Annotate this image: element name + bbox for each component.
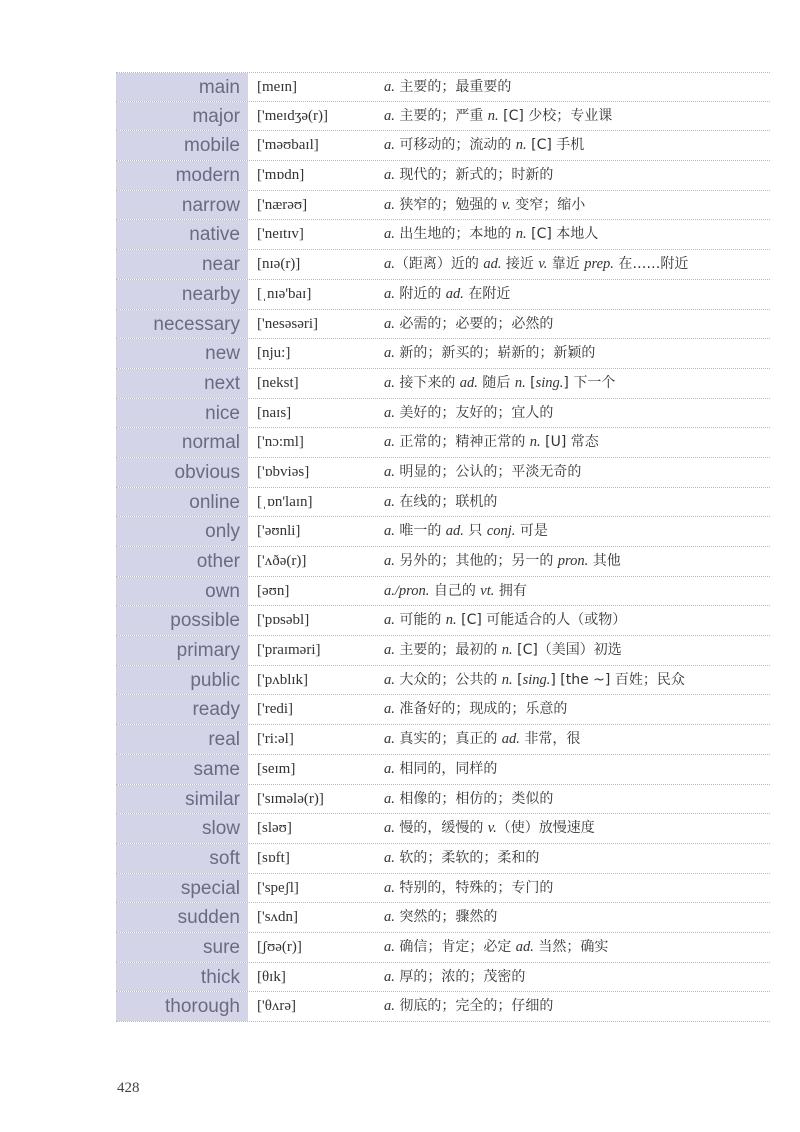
phonetic: ['meɪdʒə(r)] — [257, 107, 328, 124]
definition-text: 主要的；最初的 — [394, 642, 502, 659]
part-of-speech: a. — [384, 968, 395, 985]
vocab-row — [116, 636, 770, 666]
headword: modern — [116, 161, 248, 190]
vocab-row — [116, 191, 770, 221]
headword: thorough — [116, 992, 248, 1021]
part-of-speech: a. — [384, 137, 395, 154]
vocab-row — [116, 755, 770, 785]
part-of-speech: a. — [384, 256, 395, 273]
definition — [384, 695, 770, 724]
definition-text: （距离）近的 — [394, 256, 484, 273]
part-of-speech: a. — [384, 434, 395, 451]
definition — [384, 963, 770, 992]
vocab-row — [116, 577, 770, 607]
part-of-speech: n. — [445, 612, 457, 629]
vocab-row — [116, 903, 770, 933]
definition-text: 其他 — [588, 553, 621, 569]
definition-text: 靠近 — [547, 256, 585, 273]
part-of-speech: a. — [384, 79, 395, 95]
headword: normal — [116, 428, 248, 457]
phonetic: ['redi] — [257, 701, 294, 718]
part-of-speech: a. — [384, 463, 395, 480]
definition-text: 唯一的 — [394, 523, 446, 540]
definition-text: 主要的；最重要的 — [394, 79, 512, 95]
part-of-speech: a. — [384, 849, 395, 866]
definition-text: 可移动的；流动的 — [394, 137, 516, 154]
definition-text: ] [the ~] 百姓；民众 — [550, 671, 685, 688]
definition-text: 相同的，同样的 — [394, 760, 498, 777]
headword: mobile — [116, 131, 248, 160]
vocab-row — [116, 339, 770, 369]
part-of-speech: a. — [384, 731, 395, 748]
definition-text: [U] 常态 — [540, 434, 599, 451]
definition-text: （使）放慢速度 — [496, 820, 595, 837]
definition — [384, 666, 770, 695]
part-of-speech: vt. — [480, 582, 495, 599]
headword: major — [116, 102, 248, 131]
page-number: 428 — [117, 1080, 140, 1096]
headword: necessary — [116, 310, 248, 339]
definition — [384, 903, 770, 932]
vocab-row — [116, 963, 770, 993]
definition — [384, 814, 770, 843]
part-of-speech: n. — [515, 226, 527, 243]
definition — [384, 458, 770, 487]
definition-text: 准备好的；现成的；乐意的 — [394, 701, 568, 718]
definition-text: 现代的；新式的；时新的 — [394, 167, 554, 184]
definition — [384, 369, 770, 398]
part-of-speech: n. — [487, 107, 499, 124]
definition-text: 突然的；骤然的 — [394, 909, 498, 926]
definition-text: 可是 — [515, 523, 548, 540]
definition-text: 接下来的 — [394, 374, 460, 391]
vocab-row — [116, 725, 770, 755]
part-of-speech: n. — [529, 434, 541, 451]
phonetic: ['sɪmələ(r)] — [257, 790, 324, 807]
definition — [384, 280, 770, 309]
headword: new — [116, 339, 248, 368]
phonetic: ['θʌrə] — [257, 998, 297, 1015]
phonetic: [nekst] — [257, 374, 299, 391]
definition — [384, 220, 770, 249]
phonetic: ['pʌblɪk] — [257, 671, 309, 688]
definition — [384, 844, 770, 873]
part-of-speech: prep. — [584, 256, 614, 273]
headword: sure — [116, 933, 248, 962]
definition-text: 必需的；必要的；必然的 — [394, 315, 554, 332]
headword: soft — [116, 844, 248, 873]
headword: near — [116, 250, 248, 279]
definition-text: [C] 少校；专业课 — [498, 107, 613, 124]
phonetic: ['nesəsəri] — [257, 315, 319, 332]
part-of-speech: a. — [384, 167, 395, 184]
definition-text: 可能的 — [394, 612, 446, 629]
definition-text: 明显的；公认的；平淡无奇的 — [394, 463, 582, 480]
phonetic: ['əʊnli] — [257, 523, 301, 540]
definition-text: 在线的；联机的 — [394, 493, 498, 510]
vocab-row — [116, 220, 770, 250]
definition-text: 美好的；友好的；宜人的 — [394, 404, 554, 421]
definition-text: [ — [525, 374, 536, 391]
phonetic: ['ɒbviəs] — [257, 463, 310, 480]
definition-text: [C] 手机 — [526, 137, 585, 154]
definition-text: 软的；柔软的；柔和的 — [394, 849, 540, 866]
phonetic: [nɪə(r)] — [257, 256, 301, 273]
phonetic: ['nɔ:ml] — [257, 434, 304, 451]
definition-text: 相像的；相仿的；类似的 — [394, 790, 554, 807]
vocab-row — [116, 488, 770, 518]
part-of-speech: n. — [515, 137, 527, 154]
definition — [384, 725, 770, 754]
vocab-row — [116, 72, 770, 102]
part-of-speech: n. — [501, 642, 513, 659]
part-of-speech: a. — [384, 938, 395, 955]
phonetic: [ʃʊə(r)] — [257, 938, 302, 955]
phonetic: [sləʊ] — [257, 820, 292, 837]
part-of-speech: a. — [384, 998, 395, 1015]
part-of-speech: ad. — [459, 374, 478, 391]
part-of-speech: a. — [384, 315, 395, 332]
vocab-row — [116, 785, 770, 815]
headword: same — [116, 755, 248, 784]
phonetic: [ˌnɪə'baɪ] — [257, 285, 312, 302]
definition — [384, 517, 770, 546]
phonetic: [sɒft] — [257, 849, 290, 866]
headword: next — [116, 369, 248, 398]
part-of-speech: v. — [501, 196, 511, 213]
part-of-speech: a. — [384, 374, 395, 391]
definition-text: 大众的；公共的 — [394, 671, 502, 688]
vocab-row — [116, 695, 770, 725]
part-of-speech: a. — [384, 196, 395, 213]
definition-text: 主要的；严重 — [394, 107, 488, 124]
part-of-speech: a. — [384, 671, 395, 688]
definition-text: [C]（美国）初选 — [512, 642, 622, 659]
headword: real — [116, 725, 248, 754]
headword: obvious — [116, 458, 248, 487]
definition-text: 随后 — [477, 374, 515, 391]
part-of-speech: a. — [384, 909, 395, 926]
headword: narrow — [116, 191, 248, 220]
definition — [384, 161, 770, 190]
vocab-row — [116, 310, 770, 340]
definition-text: ] 下一个 — [563, 374, 616, 391]
definition-text: 狭窄的；勉强的 — [394, 196, 502, 213]
part-of-speech: ad. — [483, 256, 502, 273]
definition — [384, 636, 770, 665]
phonetic: ['mɒdn] — [257, 167, 305, 184]
definition — [384, 488, 770, 517]
definition-text: 在……附近 — [613, 256, 689, 273]
headword: native — [116, 220, 248, 249]
phonetic: ['pɒsəbl] — [257, 612, 310, 629]
part-of-speech: a. — [384, 523, 395, 540]
phonetic: ['ʌðə(r)] — [257, 553, 307, 569]
part-of-speech: a. — [384, 226, 395, 243]
vocab-row — [116, 428, 770, 458]
definition-text: 在附近 — [463, 285, 511, 302]
headword: ready — [116, 695, 248, 724]
vocabulary-table — [116, 72, 770, 1022]
vocab-row — [116, 161, 770, 191]
part-of-speech: sing. — [522, 671, 551, 688]
vocab-row — [116, 814, 770, 844]
definition-text: 自己的 — [429, 582, 481, 599]
vocab-row — [116, 874, 770, 904]
phonetic: [əʊn] — [257, 582, 290, 599]
definition — [384, 606, 770, 635]
definition-text: 慢的，缓慢的 — [394, 820, 488, 837]
definition — [384, 131, 770, 160]
part-of-speech: conj. — [486, 523, 516, 540]
part-of-speech: ad. — [445, 523, 464, 540]
headword: own — [116, 577, 248, 606]
definition-text: 变窄；缩小 — [510, 196, 586, 213]
part-of-speech: ad. — [445, 285, 464, 302]
headword: similar — [116, 785, 248, 814]
definition-text: 附近的 — [394, 285, 446, 302]
phonetic: ['neɪtɪv] — [257, 226, 304, 243]
definition-text: 彻底的；完全的；仔细的 — [394, 998, 554, 1015]
part-of-speech: a. — [384, 107, 395, 124]
phonetic: ['sʌdn] — [257, 909, 299, 926]
part-of-speech: a. — [384, 612, 395, 629]
definition — [384, 992, 770, 1021]
definition-text: 拥有 — [494, 582, 527, 599]
definition-text: [C] 本地人 — [526, 226, 599, 243]
definition — [384, 73, 770, 101]
vocab-row — [116, 844, 770, 874]
definition — [384, 191, 770, 220]
headword: thick — [116, 963, 248, 992]
definition — [384, 547, 770, 576]
part-of-speech: v. — [487, 820, 497, 837]
definition-text: 接近 — [501, 256, 539, 273]
definition-text: 特别的，特殊的；专门的 — [394, 879, 554, 896]
part-of-speech: ad. — [515, 938, 534, 955]
definition-text: 真实的；真正的 — [394, 731, 502, 748]
vocab-row — [116, 369, 770, 399]
part-of-speech: a. — [384, 701, 395, 718]
definition-text: 正常的；精神正常的 — [394, 434, 530, 451]
definition — [384, 755, 770, 784]
part-of-speech: sing. — [535, 374, 564, 391]
headword: possible — [116, 606, 248, 635]
phonetic: [meɪn] — [257, 79, 297, 95]
phonetic: ['məʊbaɪl] — [257, 137, 319, 154]
definition — [384, 399, 770, 428]
headword: main — [116, 73, 248, 101]
definition-text: 当然；确实 — [533, 938, 609, 955]
definition-text: 只 — [463, 523, 487, 540]
definition — [384, 428, 770, 457]
part-of-speech: a. — [384, 404, 395, 421]
part-of-speech: a. — [384, 493, 395, 510]
vocab-row — [116, 102, 770, 132]
part-of-speech: a. — [384, 760, 395, 777]
definition — [384, 577, 770, 606]
vocab-row — [116, 517, 770, 547]
definition-text: 非常，很 — [519, 731, 581, 748]
part-of-speech: v. — [538, 256, 548, 273]
phonetic: ['ri:əl] — [257, 731, 294, 748]
vocab-row — [116, 666, 770, 696]
definition — [384, 339, 770, 368]
definition-text: [C] 可能适合的人（或物） — [456, 612, 627, 629]
phonetic: ['praɪməri] — [257, 642, 321, 659]
phonetic: [ˌɒn'laɪn] — [257, 493, 313, 510]
phonetic: ['nærəʊ] — [257, 196, 308, 213]
headword: nice — [116, 399, 248, 428]
part-of-speech: ad. — [501, 731, 520, 748]
headword: sudden — [116, 903, 248, 932]
vocab-row — [116, 933, 770, 963]
definition-text: 厚的；浓的；茂密的 — [394, 968, 526, 985]
definition-text: 新的；新买的；崭新的；新颖的 — [394, 345, 596, 362]
part-of-speech: a. — [384, 820, 395, 837]
headword: only — [116, 517, 248, 546]
headword: public — [116, 666, 248, 695]
headword: online — [116, 488, 248, 517]
vocab-row — [116, 547, 770, 577]
definition — [384, 785, 770, 814]
part-of-speech: a./pron. — [384, 582, 430, 599]
definition — [384, 250, 770, 279]
phonetic: [naɪs] — [257, 404, 292, 421]
definition-text: 另外的；其他的；另一的 — [394, 553, 558, 569]
definition-text: 确信；肯定；必定 — [394, 938, 516, 955]
vocab-row — [116, 131, 770, 161]
definition-text: 出生地的；本地的 — [394, 226, 516, 243]
phonetic: [seɪm] — [257, 760, 296, 777]
headword: nearby — [116, 280, 248, 309]
definition — [384, 874, 770, 903]
headword: special — [116, 874, 248, 903]
phonetic: ['speʃl] — [257, 879, 299, 896]
headword: other — [116, 547, 248, 576]
part-of-speech: a. — [384, 285, 395, 302]
part-of-speech: pron. — [557, 553, 589, 569]
part-of-speech: a. — [384, 345, 395, 362]
vocab-row — [116, 280, 770, 310]
part-of-speech: n. — [514, 374, 526, 391]
phonetic: [nju:] — [257, 345, 291, 362]
vocab-row — [116, 250, 770, 280]
definition — [384, 102, 770, 131]
vocab-row — [116, 399, 770, 429]
phonetic: [θɪk] — [257, 968, 286, 985]
part-of-speech: a. — [384, 790, 395, 807]
vocab-row — [116, 606, 770, 636]
vocab-row — [116, 458, 770, 488]
vocab-row — [116, 992, 770, 1022]
part-of-speech: n. — [501, 671, 513, 688]
part-of-speech: a. — [384, 879, 395, 896]
definition — [384, 310, 770, 339]
part-of-speech: a. — [384, 553, 395, 569]
part-of-speech: a. — [384, 642, 395, 659]
headword: slow — [116, 814, 248, 843]
headword: primary — [116, 636, 248, 665]
definition-text: [ — [512, 671, 523, 688]
definition — [384, 933, 770, 962]
